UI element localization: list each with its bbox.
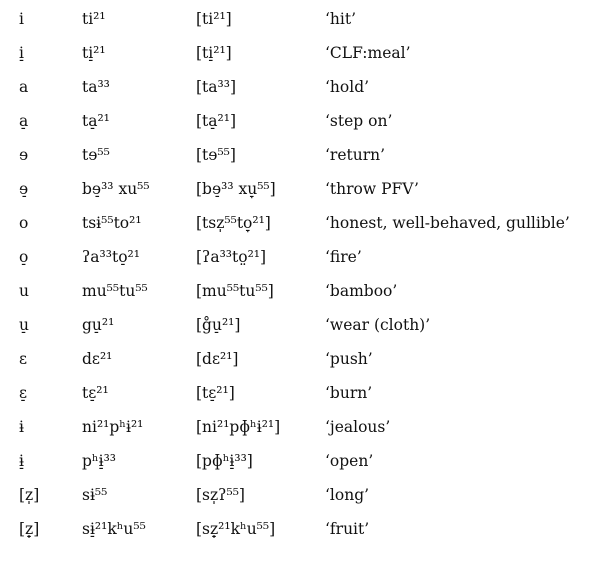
phonetic-cell: [sz̩̠²¹kʰu⁵⁵]: [196, 520, 276, 538]
gloss-cell: ‘fire’: [325, 248, 362, 266]
phonetic-cell: [ti²¹]: [196, 10, 232, 28]
vowel-cell: ɘ: [19, 146, 29, 164]
vowel-cell: o̠: [19, 248, 29, 266]
vowel-cell: i: [19, 10, 24, 28]
form-cell: ti²¹: [82, 10, 106, 28]
gloss-cell: ‘step on’: [325, 112, 393, 130]
phonetic-cell: [sz̩ʔ⁵⁵]: [196, 486, 245, 504]
phonetic-cell: [ta³³]: [196, 78, 236, 96]
table-row: [0, 410, 604, 444]
table-row: [0, 478, 604, 512]
form-cell: sɨ̠²¹kʰu⁵⁵: [82, 520, 146, 538]
phonetic-cell: [dɛ²¹]: [196, 350, 239, 368]
gloss-cell: ‘throw PFV’: [325, 180, 419, 198]
gloss-cell: ‘open’: [325, 452, 374, 470]
form-cell: sɨ⁵⁵: [82, 486, 108, 504]
table-row: [0, 172, 604, 206]
form-cell: bɘ̠³³ xu⁵⁵: [82, 180, 150, 198]
gloss-cell: ‘return’: [325, 146, 386, 164]
table-row: [0, 342, 604, 376]
vowel-cell: ɨ̠: [19, 452, 24, 470]
form-cell: dɛ²¹: [82, 350, 113, 368]
vowel-cell: ɛ: [19, 350, 28, 368]
phonetic-cell: [pɸʰɨ̠³³]: [196, 452, 253, 470]
form-cell: pʰɨ̠³³: [82, 452, 117, 470]
table-row: [0, 104, 604, 138]
form-cell: ni²¹pʰɨ²¹: [82, 418, 144, 436]
table-row: [0, 308, 604, 342]
form-cell: gu̠²¹: [82, 316, 115, 334]
form-cell: ta̠²¹: [82, 112, 110, 130]
vowel-cell: a: [19, 78, 29, 96]
phonetic-cell: [g̊u̠²¹]: [196, 316, 241, 334]
form-cell: tɘ⁵⁵: [82, 146, 110, 164]
phonetic-cell: [ta̠²¹]: [196, 112, 236, 130]
gloss-cell: ‘honest, well-behaved, gullible’: [325, 214, 570, 232]
phonetic-cell: [tsz̩⁵⁵to̞²¹]: [196, 214, 271, 232]
gloss-cell: ‘bamboo’: [325, 282, 398, 300]
table-row: [0, 444, 604, 478]
form-cell: tɛ̠²¹: [82, 384, 109, 402]
vowel-cell: [z̩̠]: [19, 520, 40, 538]
gloss-cell: ‘wear (cloth)’: [325, 316, 431, 334]
vowel-cell: u: [19, 282, 29, 300]
gloss-cell: ‘jealous’: [325, 418, 391, 436]
phonetic-cell: [ti̠²¹]: [196, 44, 232, 62]
gloss-cell: ‘push’: [325, 350, 373, 368]
table-row: [0, 376, 604, 410]
gloss-cell: ‘fruit’: [325, 520, 370, 538]
table-row: [0, 36, 604, 70]
form-cell: mu⁵⁵tu⁵⁵: [82, 282, 148, 300]
form-cell: ʔa³³to̠²¹: [82, 248, 140, 266]
vowel-cell: o: [19, 214, 29, 232]
form-cell: ti̠²¹: [82, 44, 106, 62]
table-row: [0, 138, 604, 172]
table-row: [0, 274, 604, 308]
phonetic-cell: [mu⁵⁵tu⁵⁵]: [196, 282, 274, 300]
gloss-cell: ‘long’: [325, 486, 370, 504]
phonetic-cell: [bɘ̠³³ xu̞⁵⁵]: [196, 180, 276, 198]
phonetic-cell: [ni²¹pɸʰɨ²¹]: [196, 418, 281, 436]
phonetic-cell: [tɛ̠²¹]: [196, 384, 235, 402]
phonetic-cell: [tɘ⁵⁵]: [196, 146, 236, 164]
gloss-cell: ‘burn’: [325, 384, 373, 402]
form-cell: tsɨ⁵⁵to²¹: [82, 214, 142, 232]
table-row: [0, 2, 604, 36]
vowel-cell: u̠: [19, 316, 29, 334]
vowel-cell: i̠: [19, 44, 24, 62]
table-row: [0, 206, 604, 240]
gloss-cell: ‘CLF:meal’: [325, 44, 411, 62]
phonetic-cell: [ʔa³³to̤²¹]: [196, 248, 267, 266]
table-row: [0, 512, 604, 546]
table-row: [0, 70, 604, 104]
gloss-cell: ‘hit’: [325, 10, 357, 28]
vowel-cell: [z̩]: [19, 486, 40, 504]
table-row: [0, 240, 604, 274]
vowel-cell: ɨ: [19, 418, 24, 436]
gloss-cell: ‘hold’: [325, 78, 370, 96]
vowel-cell: ɛ̠: [19, 384, 28, 402]
vowel-cell: a̠: [19, 112, 29, 130]
form-cell: ta³³: [82, 78, 110, 96]
vowel-cell: ɘ̠: [19, 180, 29, 198]
